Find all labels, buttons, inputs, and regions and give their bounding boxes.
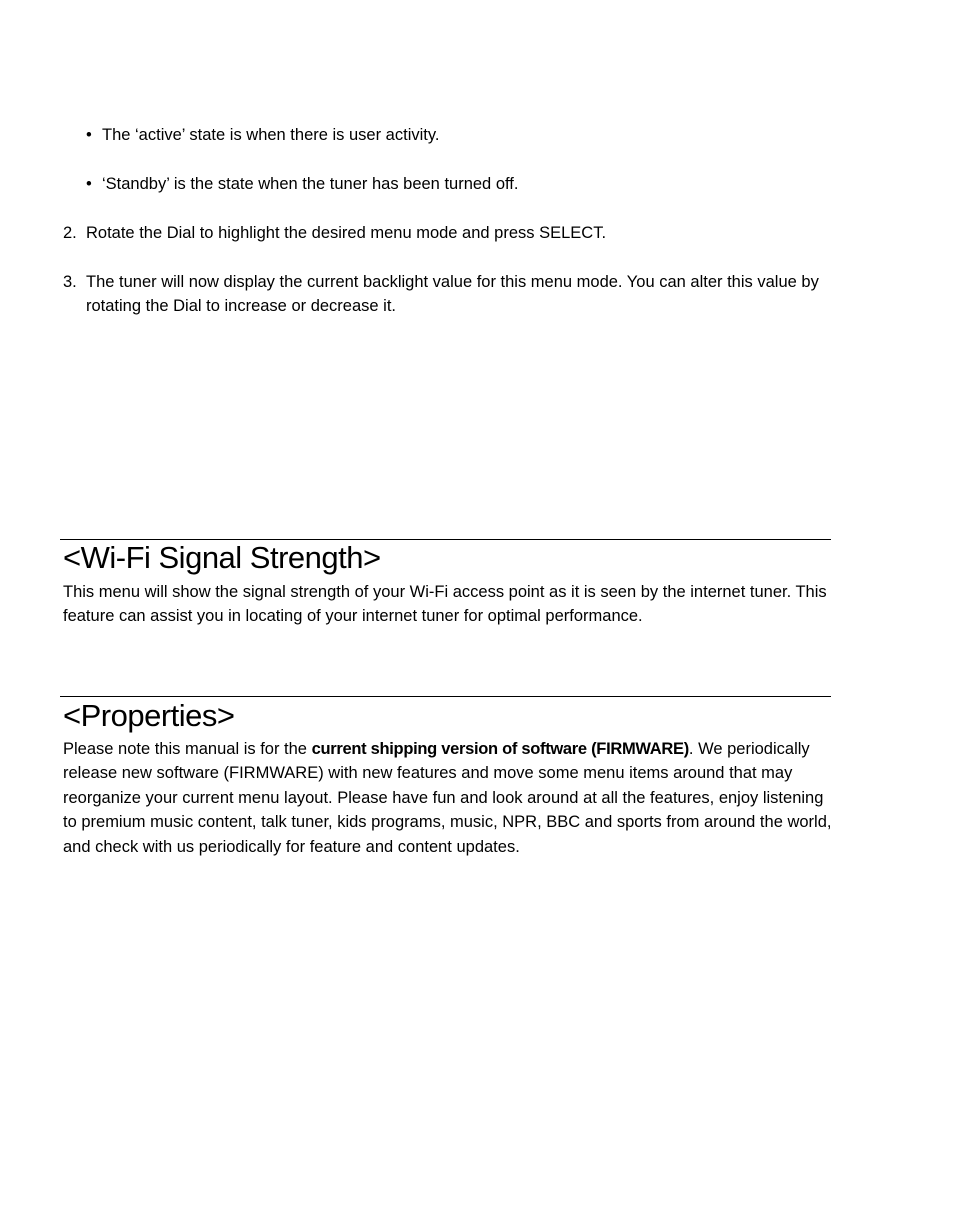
wifi-signal-paragraph: This menu will show the signal strength of your Wi-Fi access point as it is seen by the internet tuner. This feature can assist you in locating of your internet tuner for optimal performance. — [63, 583, 827, 626]
bullet-marker: • — [86, 175, 92, 193]
bullet-text: The ‘active’ state is when there is user activity. — [102, 126, 440, 144]
properties-text-rest: . We periodically release new software (FIRMWARE) with new features and move some menu items around that may reorganize your current menu layout. Please have fun and look around at all the features, enjoy listening to premium music content, talk tuner, kids programs, music, NPR, BBC and sports from around the world, and check with us periodically for feature and content updates. — [63, 740, 832, 856]
step-3 — [63, 270, 833, 318]
wifi-signal-heading: <Wi-Fi Signal Strength> — [63, 540, 381, 575]
bullet-text: ‘Standby’ is the state when the tuner has been turned off. — [102, 175, 519, 193]
bullet-standby-state — [86, 174, 518, 194]
step-2 — [63, 221, 833, 245]
step-number: 2. — [63, 224, 77, 242]
step-text: Rotate the Dial to highlight the desired menu mode and press SELECT. — [86, 224, 607, 242]
properties-paragraph — [63, 737, 833, 859]
step-text: The tuner will now display the current backlight value for this menu mode. You can alter this value by rotating the Dial to increase or decrease it. — [86, 273, 819, 315]
bullet-marker: • — [86, 126, 92, 144]
properties-text-bold: current shipping version of software (FIRMWARE) — [311, 740, 689, 758]
properties-text-intro: Please note this manual is for the — [63, 740, 312, 758]
section-divider-properties — [60, 696, 831, 697]
bullet-active-state — [86, 125, 439, 145]
properties-heading: <Properties> — [63, 698, 235, 733]
step-number: 3. — [63, 273, 77, 291]
